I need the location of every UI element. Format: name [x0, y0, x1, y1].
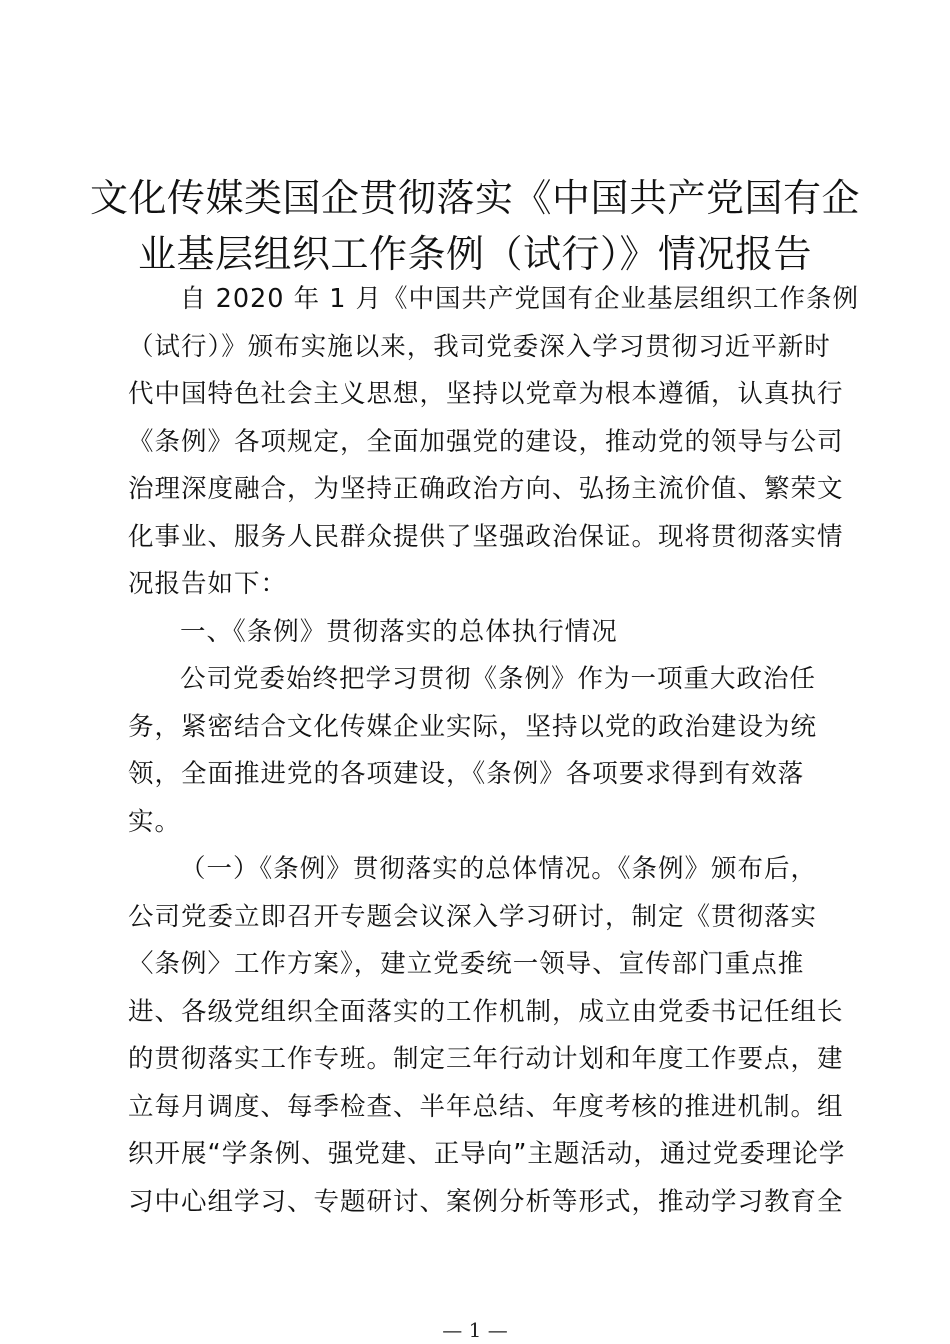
text-line: 立每月调度、每季检查、半年总结、年度考核的推进机制。组 [128, 1091, 844, 1122]
text-line: 织开展“学条例、强党建、正导向”主题活动，通过党委理论学 [128, 1139, 846, 1169]
text-line: 《条例》各项规定，全面加强党的建设，推动党的领导与公司 [128, 426, 844, 457]
heading-text: 一、《条例》贯彻落实的总体执行情况 [180, 616, 618, 647]
document-title [0, 170, 950, 282]
text-line: （试行）》颁布实施以来，我司党委深入学习贯彻习近平新时 [128, 331, 831, 362]
text-line: 实。 [128, 806, 182, 837]
text-line: 治理深度融合，为坚持正确政治方向、弘扬主流价值、繁荣文 [128, 474, 844, 504]
text-line: 自 2020 年 1 月《中国共产党国有企业基层组织工作条例 [180, 284, 860, 314]
page-number: — 1 — [442, 1318, 508, 1342]
text-line: 况报告如下： [128, 569, 288, 599]
document-body [128, 276, 860, 1226]
text-line: 公司党委始终把学习贯彻《条例》作为一项重大政治任 [180, 664, 817, 694]
paragraph-overview [128, 656, 828, 846]
title-line: 业基层组织工作条例（试行）》情况报告 [137, 232, 812, 276]
paragraph-subsection-1 [128, 846, 846, 1226]
text-line: 代中国特色社会主义思想，坚持以党章为根本遵循，认真执行 [128, 379, 844, 409]
text-line: 的贯彻落实工作专班。制定三年行动计划和年度工作要点，建 [128, 1044, 844, 1074]
section-heading [128, 609, 828, 657]
text-line: 领，全面推进党的各项建设，《条例》各项要求得到有效落 [128, 759, 805, 789]
text-line: （一）《条例》贯彻落实的总体情况。《条例》颁布后， [180, 854, 818, 884]
text-line: 进、各级党组织全面落实的工作机制，成立由党委书记任组长 [128, 996, 844, 1027]
text-line: 〈条例〉工作方案》，建立党委统一领导、宣传部门重点推 [128, 949, 805, 979]
text-line: 公司党委立即召开专题会议深入学习研讨，制定《贯彻落实 [128, 901, 818, 932]
text-line: 习中心组学习、专题研讨、案例分析等形式，推动学习教育全 [128, 1186, 844, 1217]
title-line: 文化传媒类国企贯彻落实《中国共产党国有企 [89, 176, 860, 220]
paragraph-intro [128, 276, 860, 609]
text-line: 务，紧密结合文化传媒企业实际，坚持以党的政治建设为统 [128, 711, 818, 742]
text-line: 化事业、服务人民群众提供了坚强政治保证。现将贯彻落实情 [128, 521, 844, 552]
